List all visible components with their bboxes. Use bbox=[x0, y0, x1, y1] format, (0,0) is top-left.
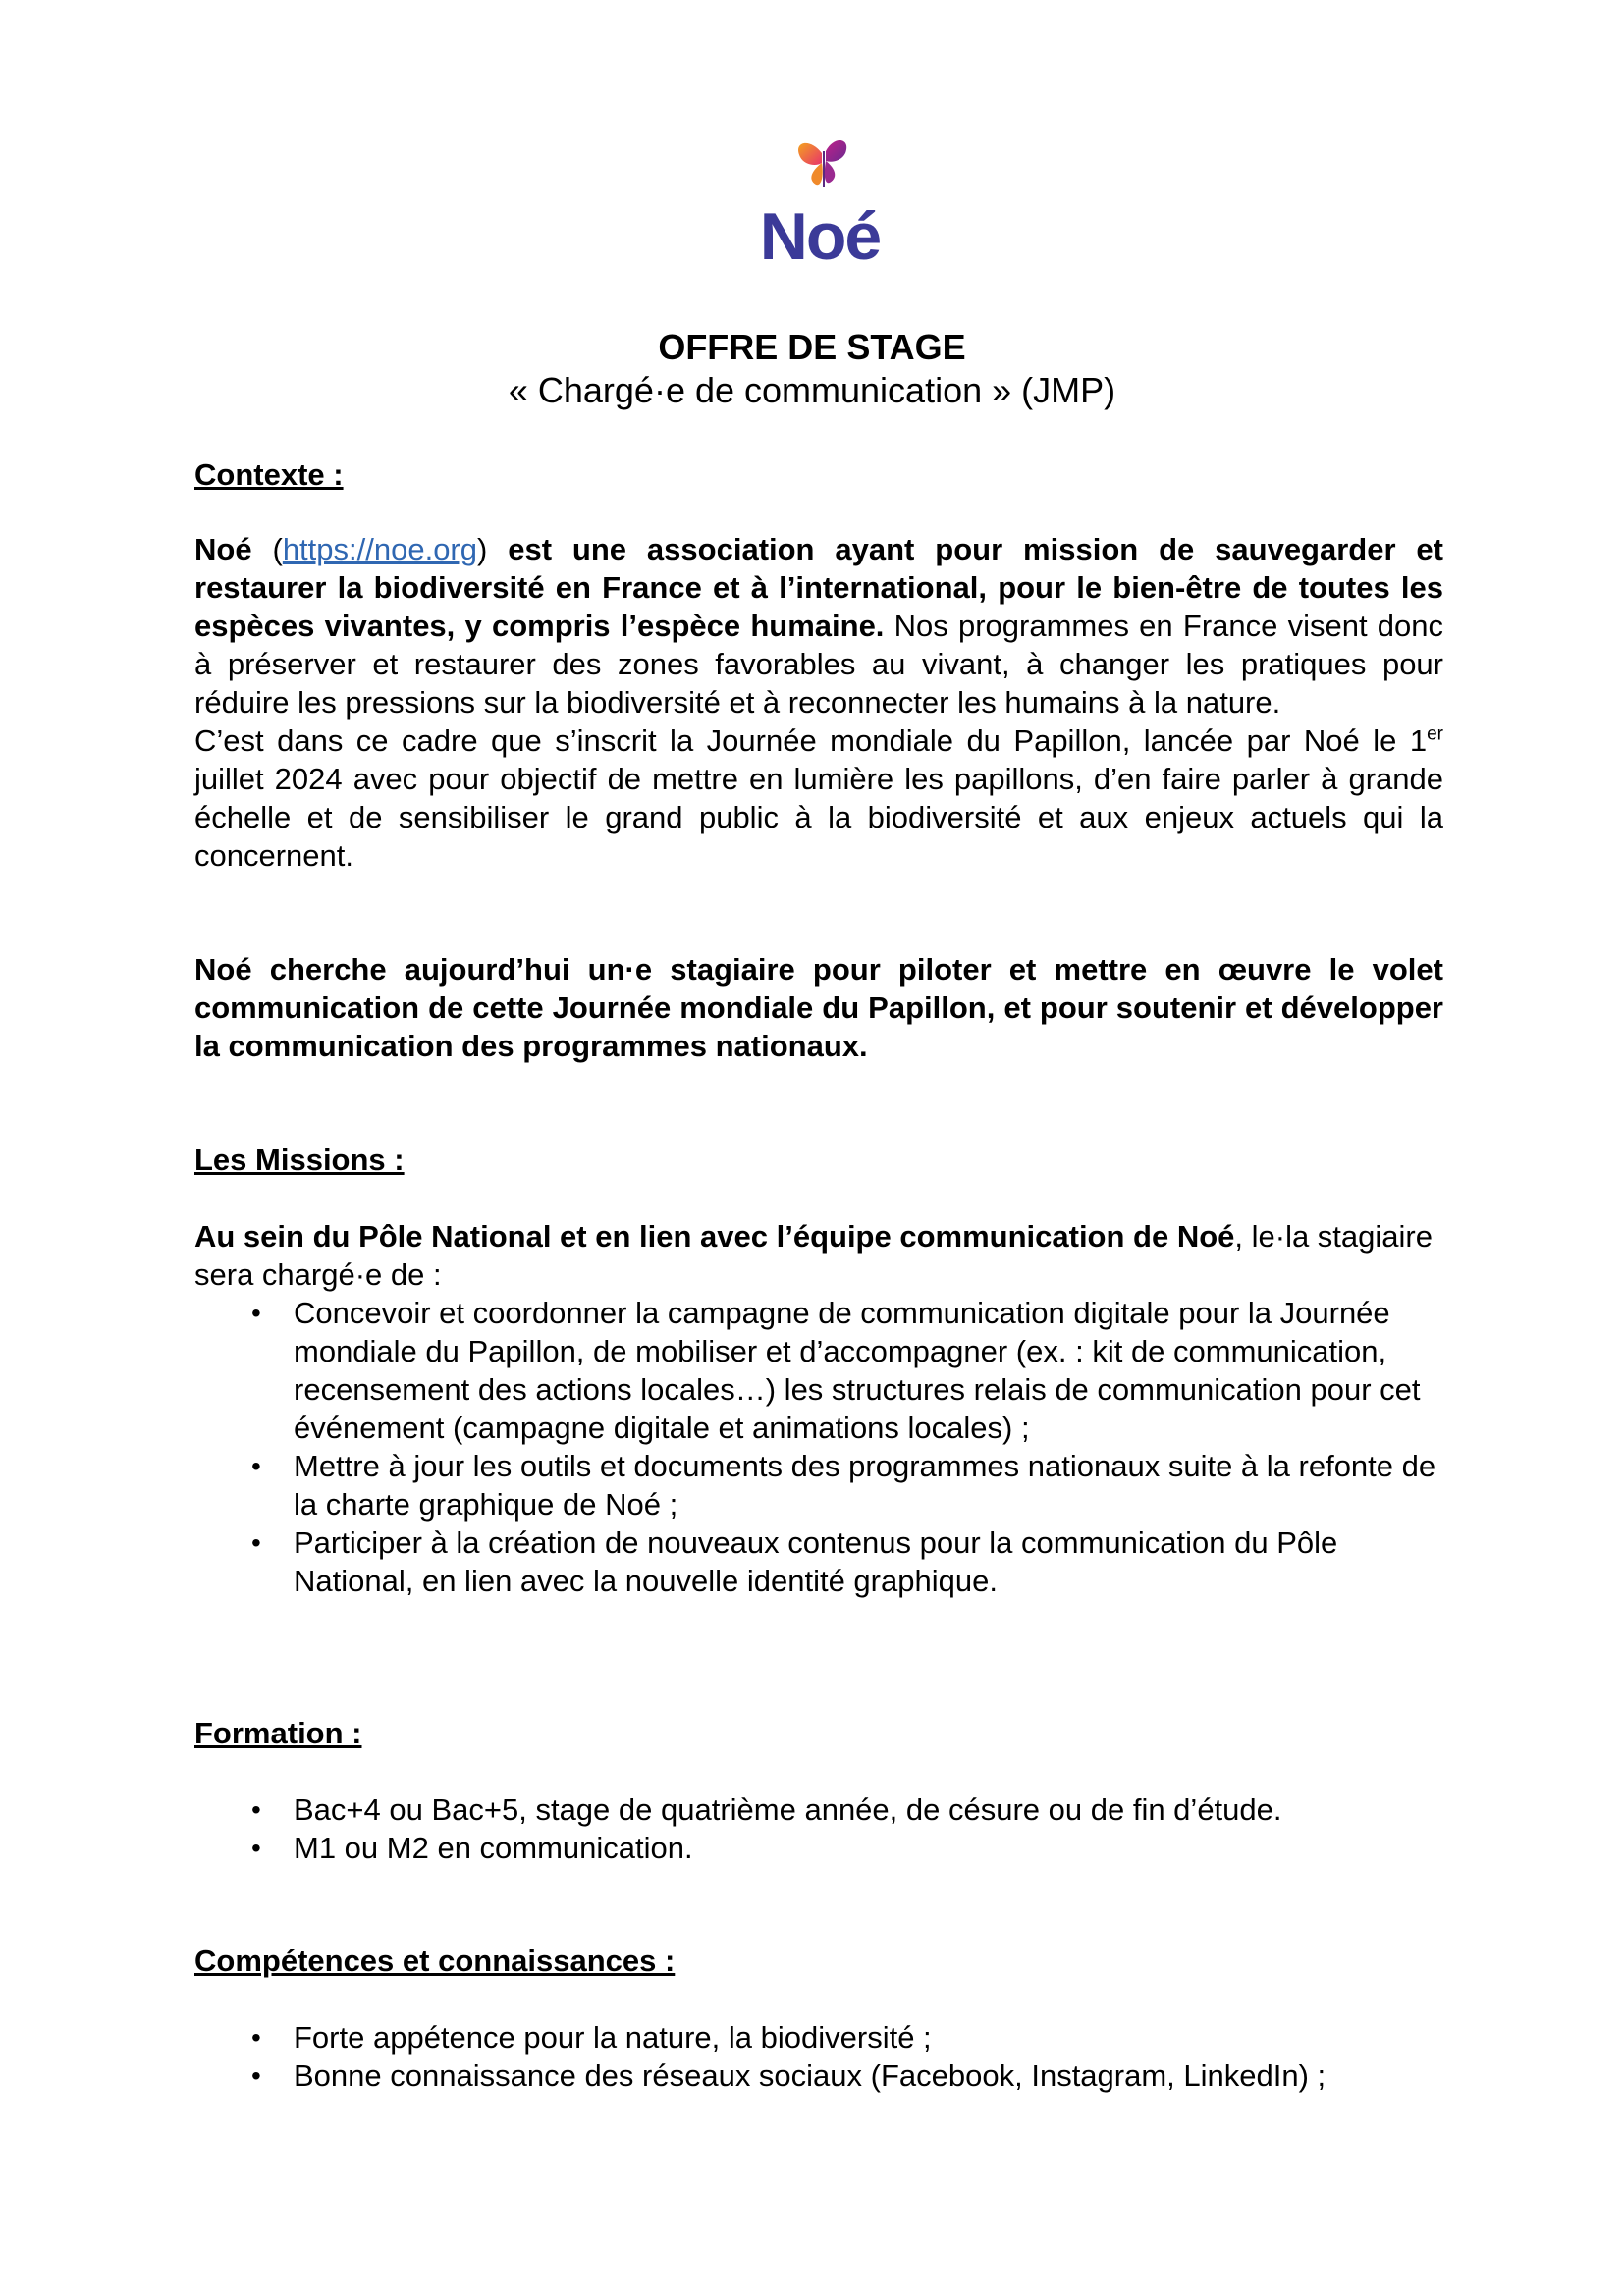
competences-heading: Compétences et connaissances : bbox=[194, 1944, 676, 1978]
programmes-text: Nos programmes en France visent donc à préserver et restaurer des zones favorables au vivant, à changer les pratiques pour réduire les pressions sur la biodiversité et à reconnecter les humains à la nature. bbox=[194, 609, 1443, 720]
noe-logo bbox=[731, 133, 908, 271]
butterfly-icon bbox=[798, 140, 846, 187]
contexte-heading: Contexte : bbox=[194, 457, 344, 492]
list-item: • M1 ou M2 en communication. bbox=[194, 1829, 1443, 1867]
competences-body bbox=[194, 2018, 1443, 2095]
noe-website-link[interactable]: https://noe.org bbox=[282, 532, 477, 566]
formation-body bbox=[194, 1790, 1443, 1867]
logo-wordmark: Noé bbox=[759, 199, 881, 271]
title-block bbox=[0, 326, 1624, 412]
contexte-paragraph-2 bbox=[194, 721, 1443, 875]
missions-section bbox=[194, 1141, 1443, 1179]
missions-intro-bold: Au sein du Pôle National et en lien avec l’équipe communication de Noé bbox=[194, 1219, 1235, 1254]
superscript-er: er bbox=[1427, 723, 1443, 745]
missions-heading: Les Missions : bbox=[194, 1143, 405, 1177]
formation-section bbox=[194, 1714, 1443, 1752]
contexte-body bbox=[194, 530, 1443, 875]
formation-list bbox=[194, 1790, 1443, 1867]
list-item: • Bac+4 ou Bac+5, stage de quatrième année, de césure ou de fin d’étude. bbox=[194, 1790, 1443, 1829]
list-item: • Participer à la création de nouveaux contenus pour la communication du Pôle National, en lien avec la nouvelle identité graphique. bbox=[194, 1523, 1443, 1600]
competences-list bbox=[194, 2018, 1443, 2095]
list-item: • Concevoir et coordonner la campagne de communication digitale pour la Journée mondiale du Papillon, de mobiliser et d’accompagner (ex. : kit de communication, recensement des actions locales…) les structures relais de communication pour cet événement (campagne digitale et animations locales) ; bbox=[194, 1294, 1443, 1447]
list-item: • Forte appétence pour la nature, la biodiversité ; bbox=[194, 2018, 1443, 2056]
papillon-text-end: juillet 2024 avec pour objectif de mettre en lumière les papillons, d’en faire parler à grande échelle et de sensibiliser le grand public à la biodiversité et aux enjeux actuels qui la concernent. bbox=[194, 762, 1443, 873]
missions-body bbox=[194, 1217, 1443, 1600]
mission-statement: est une association ayant pour mission de sauvegarder et restaurer la biodiversité en France et à l’international, pour le bien-être de toutes les espèces vivantes, y compris l’espèce humaine. bbox=[194, 532, 1443, 643]
missions-intro bbox=[194, 1217, 1443, 1294]
missions-intro-rest: , le·la stagiaire sera chargé·e de : bbox=[194, 1219, 1433, 1292]
competences-section bbox=[194, 1942, 1443, 1980]
missions-list bbox=[194, 1294, 1443, 1600]
page-subtitle: « Chargé·e de communication » (JMP) bbox=[508, 370, 1116, 410]
org-name: Noé bbox=[194, 532, 252, 566]
contexte-callout bbox=[194, 950, 1443, 1065]
page-title: OFFRE DE STAGE bbox=[658, 327, 966, 367]
paren-close: ) bbox=[477, 532, 488, 566]
paren-open: ( bbox=[251, 532, 283, 566]
contexte-section bbox=[194, 455, 1443, 494]
papillon-text-start: C’est dans ce cadre que s’inscrit la Journée mondiale du Papillon, lancée par Noé le 1 bbox=[194, 723, 1428, 758]
contexte-paragraph-1 bbox=[194, 530, 1443, 721]
formation-heading: Formation : bbox=[194, 1716, 362, 1750]
list-item: • Bonne connaissance des réseaux sociaux (Facebook, Instagram, LinkedIn) ; bbox=[194, 2056, 1443, 2095]
list-item: • Mettre à jour les outils et documents des programmes nationaux suite à la refonte de la charte graphique de Noé ; bbox=[194, 1447, 1443, 1523]
contexte-paragraph-3: Noé cherche aujourd’hui un·e stagiaire pour piloter et mettre en œuvre le volet communication de cette Journée mondiale du Papillon, et pour soutenir et développer la communication des programmes nationaux. bbox=[194, 952, 1443, 1063]
